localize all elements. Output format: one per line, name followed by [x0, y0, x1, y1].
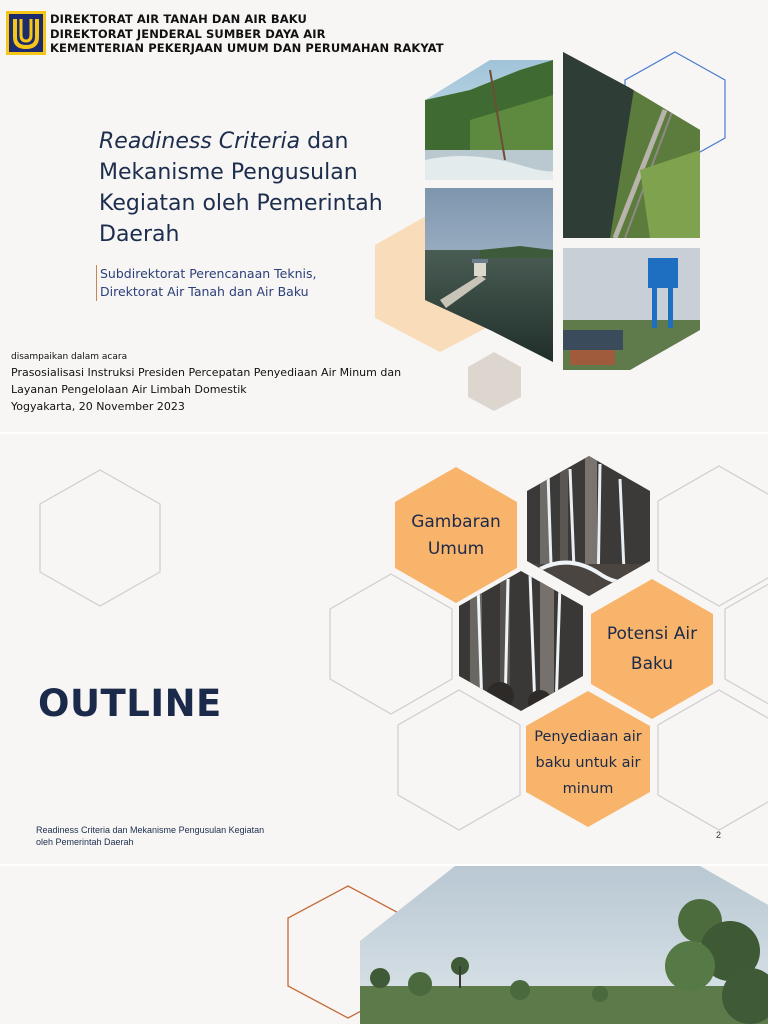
event-line-1: Prasosialisasi Instruksi Presiden Percepatan Penyediaan Air Minum dan: [11, 366, 402, 379]
presenter-unit: [96, 265, 316, 301]
outline-slide: [0, 434, 768, 864]
footer-line-2: oleh Pemerintah Daerah: [36, 837, 134, 847]
event-intro: disampaikan dalam acara: [11, 352, 128, 362]
event-info: [11, 350, 401, 415]
photo-landscape: [360, 866, 768, 1024]
organization-name: [50, 12, 444, 56]
event-line-2: Layanan Pengelolaan Air Limbah Domestik: [11, 383, 247, 396]
subtitle-line-2: Direktorat Air Tanah dan Air Baku: [100, 284, 309, 299]
third-slide: [0, 866, 768, 1024]
outline-item-2: Potensi Air Baku: [606, 624, 698, 674]
title-rest: dan Mekanisme Pengusulan Kegiatan oleh Pemerintah Daerah: [99, 129, 383, 247]
subtitle-line-1: Subdirektorat Perencanaan Teknis,: [100, 266, 317, 281]
page-number: 2: [716, 830, 722, 840]
outline-heading: OUTLINE: [38, 682, 222, 725]
photo-water-tower: [563, 248, 703, 375]
org-line-1: DIREKTORAT AIR TANAH DAN AIR BAKU: [50, 12, 307, 26]
presentation-title: [99, 126, 419, 250]
footer-line-1: Readiness Criteria dan Mekanisme Pengusulan Kegiatan: [36, 825, 265, 835]
third-slide-decoration: [0, 866, 768, 1024]
slide-footer: [36, 824, 296, 848]
title-slide: [0, 0, 768, 432]
grey-hexagon: [468, 352, 521, 411]
org-line-3: KEMENTERIAN PEKERJAAN UMUM DAN PERUMAHAN RAKYAT: [50, 41, 444, 55]
outline-item-3: Penyediaan air baku untuk air minum: [534, 729, 642, 797]
event-date: Yogyakarta, 20 November 2023: [11, 400, 185, 413]
org-line-2: DIREKTORAT JENDERAL SUMBER DAYA AIR: [50, 26, 326, 41]
outline-item-1: Gambaran Umum: [411, 512, 501, 559]
photo-waterfall-2: [459, 571, 585, 714]
photo-waterfall-1: [527, 456, 652, 599]
photo-aerial-reservoir: [563, 52, 703, 242]
title-italic: Readiness Criteria: [99, 129, 301, 154]
pupr-logo: [6, 11, 46, 55]
photo-forest-river: [425, 58, 557, 183]
